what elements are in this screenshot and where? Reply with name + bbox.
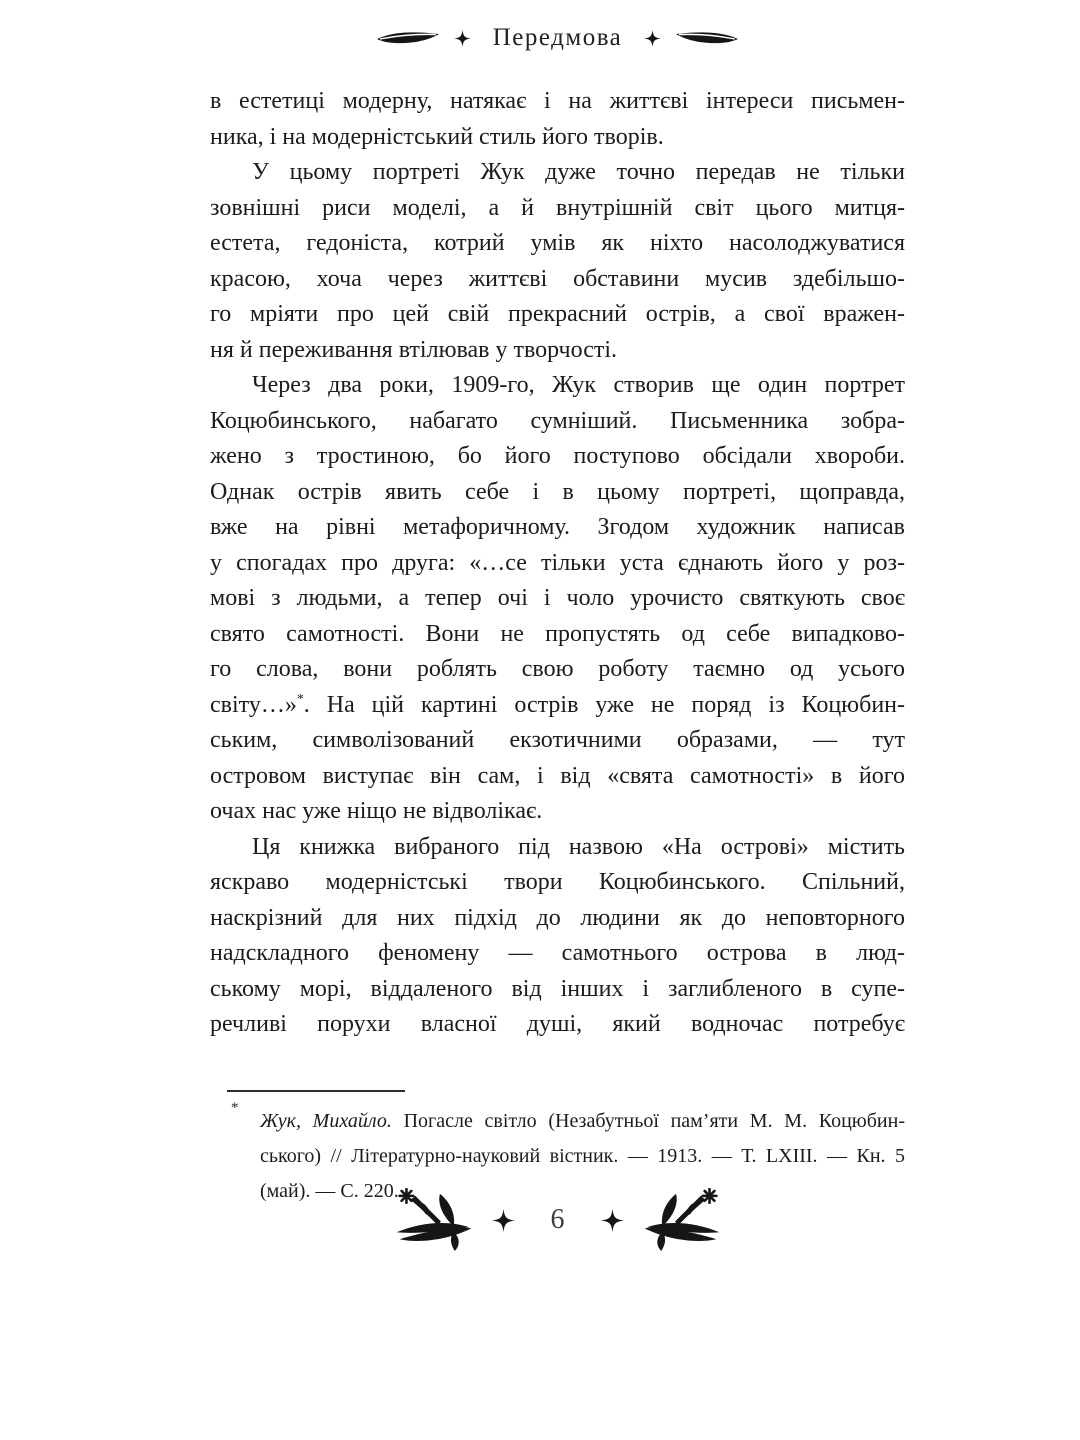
four-pointed-star-icon xyxy=(454,30,471,47)
body-line: Ця книжка вибраного під назвою «На острові» містить xyxy=(252,833,905,860)
body-line: речливі порухи власної душі, який водночас потребує xyxy=(210,1011,905,1037)
body-line: в естетиці модерну, натякає і на життєві інтереси письмен- xyxy=(210,88,905,114)
line-text: . На цій картині острів уже не поряд із Коцюбин- xyxy=(303,691,905,718)
body-line: У цьому портреті Жук дуже точно передав не тільки xyxy=(252,159,905,185)
body-line: у спогадах про друга: «…се тільки уста єднають його у роз- xyxy=(210,549,905,576)
body-line: островом виступає він сам, і від «свята самотності» в його xyxy=(210,762,905,789)
paragraph xyxy=(210,368,905,830)
body-line: ня й переживання втілював у творчості. xyxy=(210,336,618,363)
leaf-ornament-icon xyxy=(376,29,440,47)
footnote-line xyxy=(260,1104,905,1139)
running-head xyxy=(210,18,905,58)
footnote-reference: * xyxy=(296,691,304,707)
body-line: Коцюбинського, набагато сумніший. Письменника зобра- xyxy=(210,407,905,434)
body-line-with-footnote-ref xyxy=(210,688,905,724)
body-text xyxy=(210,84,905,1043)
body-line: Через два роки, 1909-го, Жук створив ще один портрет xyxy=(252,372,905,398)
footnote-author: Жук, Михайло. xyxy=(260,1110,392,1132)
body-line: естета, гедоніста, котрий умів як ніхто насолоджуватися xyxy=(210,230,905,256)
footnote-line: (май). — С. 220. xyxy=(260,1180,399,1202)
body-line: вже на рівні метафоричному. Згодом художник написав xyxy=(210,514,905,540)
four-pointed-star-icon xyxy=(492,1209,515,1232)
body-line: Однак острів явить себе і в цьому портреті, щоправда, xyxy=(210,478,905,505)
body-line: го мріяти про цей свій прекрасний острів, а свої вражен- xyxy=(210,301,905,327)
four-pointed-star-icon xyxy=(601,1209,624,1232)
body-line: го слова, вони роблять свою роботу таємно од усього xyxy=(210,656,905,682)
footnote-rule xyxy=(227,1090,405,1092)
body-line: яскраво модерністські твори Коцюбинського. Спільний, xyxy=(210,869,905,895)
star-flower-icon xyxy=(399,1189,413,1203)
body-line: ському морі, віддаленого від інших і заглибленого в супе- xyxy=(210,975,905,1002)
footnote-line: ського) // Літературно-науковий вістник. — 1913. — Т. LXIII. — Кн. 5 xyxy=(260,1145,905,1167)
body-line: мові з людьми, а тепер очі і чоло урочисто святкують своє xyxy=(210,585,905,611)
body-line: жено з тростиною, бо його поступово обсідали хвороби. xyxy=(210,443,905,469)
page-number: 6 xyxy=(550,1204,565,1235)
floral-branch-ornament-right-icon xyxy=(634,1188,724,1252)
chapter-title: Передмова xyxy=(492,24,623,51)
body-line: красою, хоча через життєві обставини мусив здебільшо- xyxy=(210,265,905,292)
line-text: світу…» xyxy=(210,691,297,718)
four-pointed-star-icon xyxy=(644,30,661,47)
paragraph xyxy=(210,155,905,368)
body-line: ським, символізований екзотичними образами, — тут xyxy=(210,727,905,753)
body-line: наскрізний для них підхід до людини як до неповторного xyxy=(210,904,905,931)
body-line: зовнішні риси моделі, а й внутрішній світ цього митця- xyxy=(210,194,905,221)
floral-branch-ornament-left-icon xyxy=(392,1188,482,1252)
footnote-marker: * xyxy=(231,1100,239,1116)
body-line: свято самотності. Вони не пропустять од себе випадково- xyxy=(210,620,905,647)
page-footer xyxy=(210,1184,905,1256)
paragraph xyxy=(210,830,905,1043)
star-flower-icon xyxy=(702,1189,716,1203)
body-line: ника, і на модерністський стиль його творів. xyxy=(210,123,664,150)
paragraph xyxy=(210,84,905,155)
footnote-text: Погасле світло (Незабутньої пам’яти М. М. Коцюбин- xyxy=(391,1110,905,1132)
leaf-ornament-icon xyxy=(675,29,739,47)
body-line: очах нас уже ніщо не відволікає. xyxy=(210,798,543,824)
body-line: надскладного феномену — самотнього острова в люд- xyxy=(210,940,905,966)
